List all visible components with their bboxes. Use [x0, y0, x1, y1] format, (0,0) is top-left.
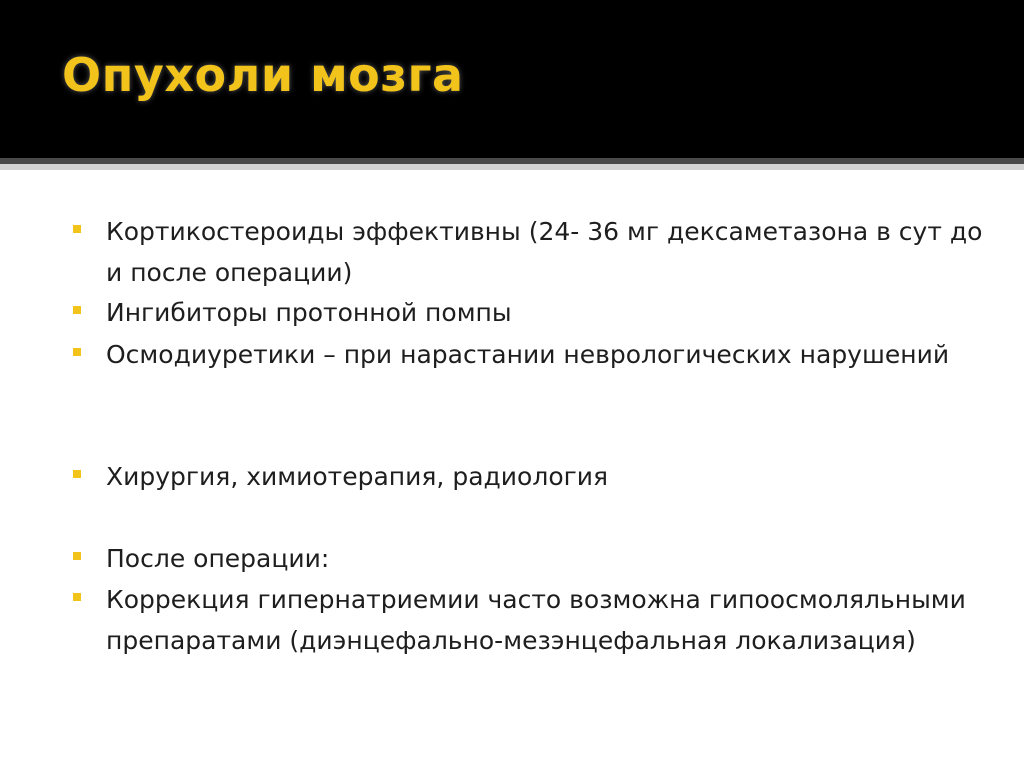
- list-item-text: Осмодиуретики – при нарастании неврологических нарушений: [106, 340, 950, 369]
- slide-title: Опухоли мозга: [62, 48, 464, 102]
- square-bullet-icon: [73, 552, 81, 560]
- list-item-text: Ингибиторы протонной помпы: [106, 298, 512, 327]
- square-bullet-icon: [73, 470, 81, 478]
- header-divider-light: [0, 164, 1024, 170]
- list-item: [106, 456, 996, 497]
- square-bullet-icon: [73, 306, 81, 314]
- list-item: [106, 211, 996, 293]
- list-item: [106, 538, 996, 579]
- square-bullet-icon: [73, 593, 81, 601]
- title-bar: [0, 0, 1024, 158]
- square-bullet-icon: [73, 225, 81, 233]
- list-item: [106, 579, 996, 661]
- list-item: [106, 292, 996, 333]
- list-item-text: После операции:: [106, 544, 330, 573]
- list-item: [106, 334, 996, 375]
- square-bullet-icon: [73, 348, 81, 356]
- list-item-text: Хирургия, химиотерапия, радиология: [106, 462, 609, 491]
- list-item-text: Коррекция гипернатриемии часто возможна гипоосмоляльными препаратами (диэнцефально-мезэнцефальная локализация): [106, 585, 966, 655]
- list-item-text: Кортикостероиды эффективны (24- 36 мг дексаметазона в сут до и после операции): [106, 217, 983, 287]
